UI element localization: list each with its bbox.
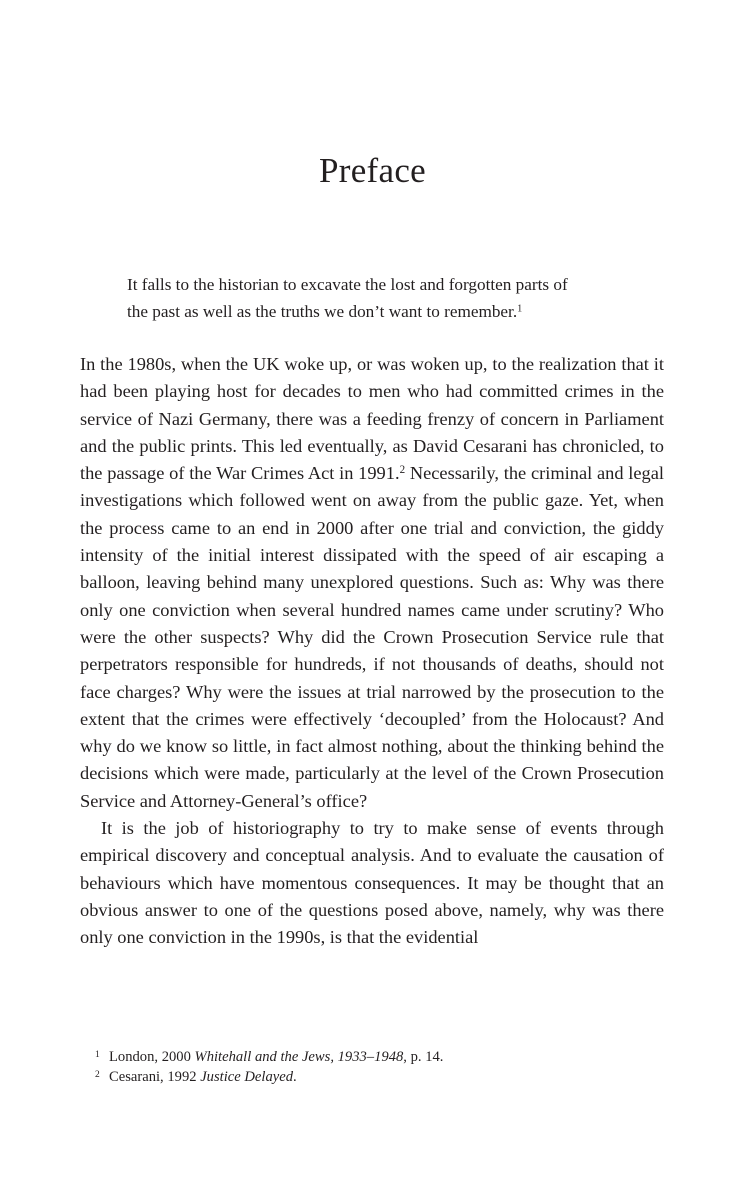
footnote-citation: Cesarani, 1992 xyxy=(109,1069,201,1085)
footnote-ref-2[interactable]: 2 xyxy=(399,464,406,477)
footnote-number: 1 xyxy=(95,1050,100,1060)
footnote-2 xyxy=(95,1068,695,1088)
footnote-suffix: . xyxy=(293,1069,297,1085)
footnote-text xyxy=(109,1068,297,1086)
page-title: Preface xyxy=(318,151,426,190)
footnotes xyxy=(95,1048,695,1088)
paragraph-1-part-2: Necessarily, the criminal and legal investigations which followed went on away from the public gaze. Yet, when the process came to an end in 2000 after one trial and conviction, the giddy intensity of the initial interest dissipated with the speed of air escaping a balloon, leaving behind many unexplored questions. Such as: Why was there only one conviction when several hundred names came under scrutiny? Who were the other suspects? Why did the Crown Prosecution Service rule that perpetrators responsible for hundreds, if not thousands of deaths, should not face charges? Why were the issues at trial narrowed by the prosecution to the extent that the crimes were effectively ‘decoupled’ from the Holocaust? And why do we know so little, in fact almost nothing, about the thinking behind the decisions which were made, particularly at the level of the Crown Prosecution Service and Attorney-General’s office? xyxy=(80,463,665,811)
footnote-ref-1[interactable]: 1 xyxy=(517,303,523,315)
body-text xyxy=(80,351,664,952)
paragraph-2: It is the job of historiography to try to make sense of events through empirical discovery and conceptual analysis. And to evaluate the causation of behaviours which have momentous consequences. It may be thought that an obvious answer to one of the questions posed above, namely, why was there only one conviction in the 1990s, is that the evidential xyxy=(80,818,664,948)
footnote-text xyxy=(109,1048,443,1066)
paragraph-1-part-1: In the 1980s, when the UK woke up, or was woken up, to the realization that it had been playing host for decades to men who had committed crimes in the service of Nazi Germany, there was a feeding frenzy of concern in Parliament and the public prints. This led eventually, as David Cesarani has chronicled, to the passage of the War Crimes Act in 1991. xyxy=(80,354,664,484)
epigraph-line-1: It falls to the historian to excavate the lost and forgotten parts of xyxy=(127,275,568,294)
footnote-1 xyxy=(95,1048,695,1068)
footnote-title: Whitehall and the Jews, 1933–1948 xyxy=(194,1049,404,1065)
epigraph-quote xyxy=(127,271,627,326)
footnote-suffix: , p. 14. xyxy=(403,1049,444,1065)
footnote-number: 2 xyxy=(95,1070,100,1080)
footnote-citation: London, 2000 xyxy=(109,1049,195,1065)
epigraph-line-2: the past as well as the truths we don’t want to remember. xyxy=(127,302,518,322)
paragraph-1 xyxy=(80,351,664,815)
footnote-title: Justice Delayed xyxy=(200,1069,293,1085)
